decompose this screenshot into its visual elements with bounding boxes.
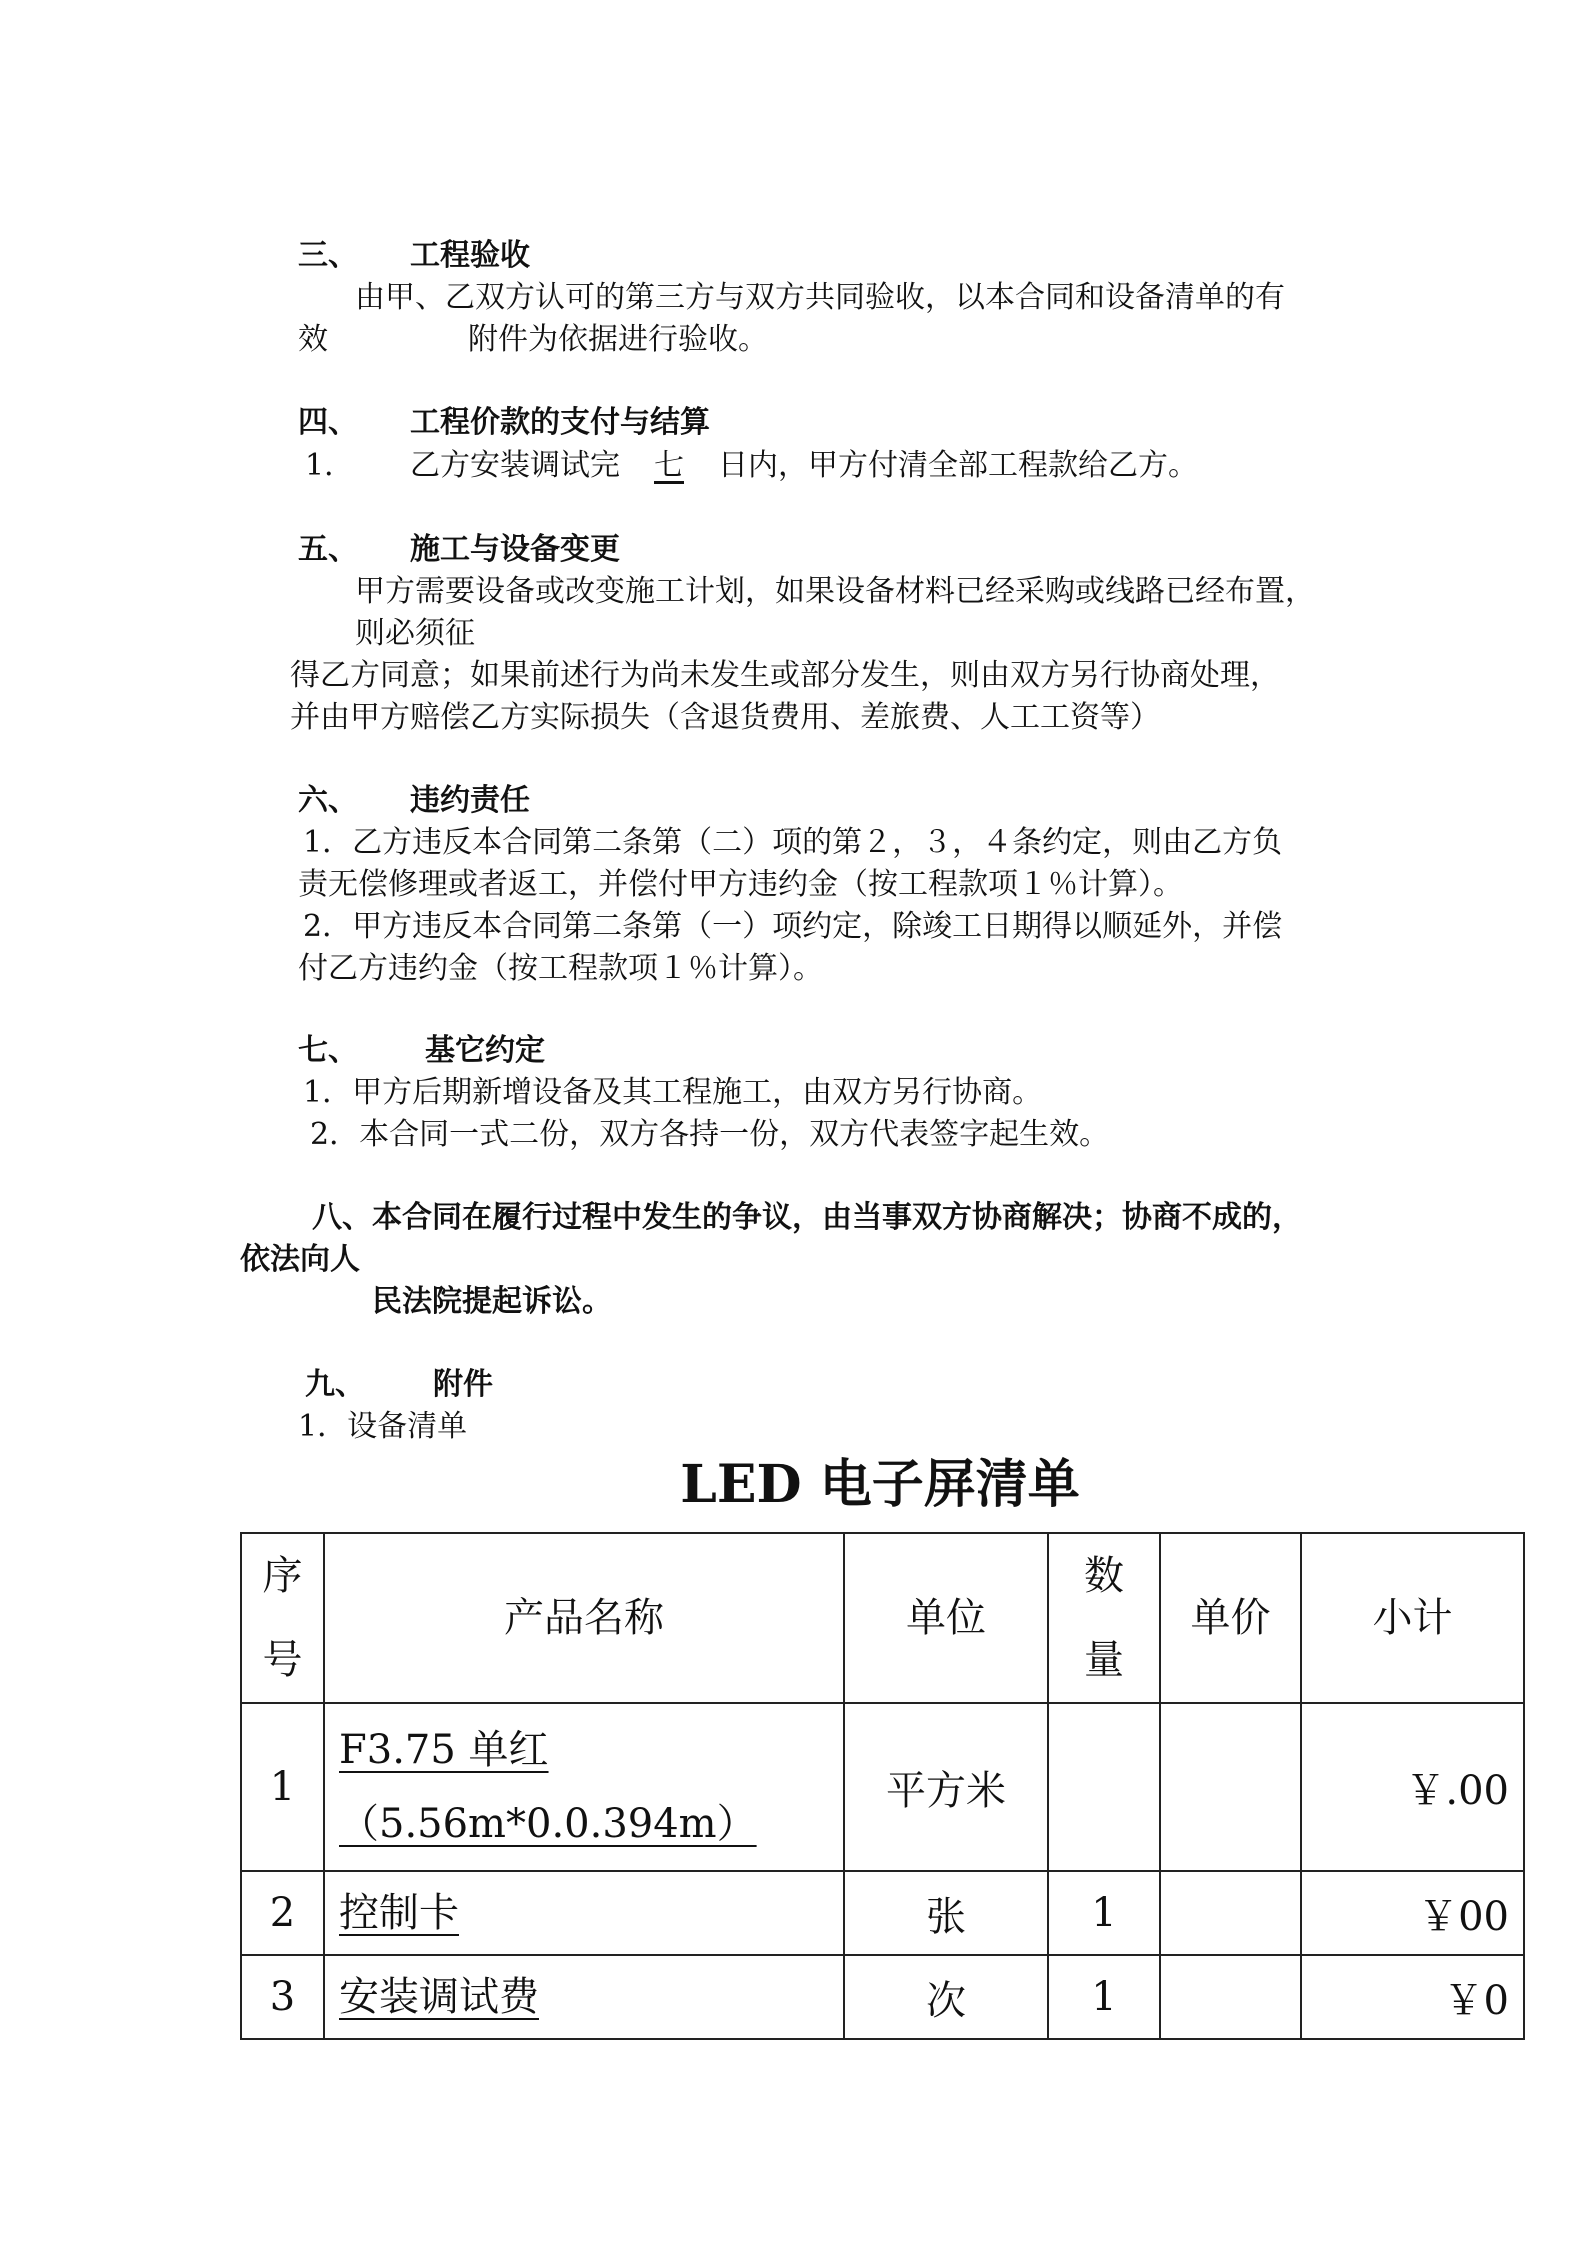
section-5-line-3: 得乙方同意；如果前述行为尚未发生或部分发生，则由双方另行协商处理， bbox=[290, 658, 1280, 693]
section-3-line-2b: 附件为依据进行验收。 bbox=[468, 322, 768, 357]
section-4-item-pre: 乙方安装调试完 bbox=[410, 448, 620, 483]
section-6-line-2: 责无偿修理或者返工，并偿付甲方违约金（按工程款项１％计算）。 bbox=[298, 867, 1183, 902]
section-4-item-text bbox=[410, 448, 1198, 484]
section-5-line-1: 甲方需要设备或改变施工计划，如果设备材料已经采购或线路已经布置， bbox=[355, 574, 1315, 609]
header-quantity: 数 量 bbox=[1048, 1533, 1160, 1703]
row-quantity: 1 bbox=[1048, 1871, 1160, 1955]
list-title: LED 电子屏清单 bbox=[680, 1454, 1080, 1515]
row-product-name: 安装调试费 bbox=[324, 1955, 844, 2039]
section-4-item-post: 日内，甲方付清全部工程款给乙方。 bbox=[718, 448, 1198, 483]
section-7-title: 基它约定 bbox=[425, 1033, 545, 1068]
equipment-table bbox=[240, 1532, 1525, 2040]
row-unit: 次 bbox=[844, 1955, 1048, 2039]
section-7-number: 七、 bbox=[298, 1033, 358, 1068]
row-unit: 平方米 bbox=[844, 1703, 1048, 1871]
product-name-line-1: F3.75 单红 bbox=[339, 1727, 549, 1773]
row-product-name: 控制卡 bbox=[324, 1871, 844, 1955]
section-4-item-number: 1． bbox=[305, 448, 355, 483]
section-3-number: 三、 bbox=[298, 238, 358, 273]
table-row bbox=[241, 1871, 1524, 1955]
section-7-line-2: 2．本合同一式二份，双方各持一份，双方代表签字起生效。 bbox=[310, 1117, 1110, 1152]
header-unit: 单位 bbox=[844, 1533, 1048, 1703]
row-subtotal: ￥0 bbox=[1301, 1955, 1524, 2039]
section-8-line-3: 民法院提起诉讼。 bbox=[372, 1284, 612, 1319]
section-6-line-1: 1．乙方违反本合同第二条第（二）项的第２，３，４条约定，则由乙方负 bbox=[303, 825, 1283, 860]
table-header-row bbox=[241, 1533, 1524, 1703]
section-4-days-value: 七 bbox=[654, 448, 684, 483]
section-5-line-4: 并由甲方赔偿乙方实际损失（含退货费用、差旅费、人工工资等） bbox=[290, 700, 1160, 735]
section-5-line-2: 则必须征 bbox=[355, 616, 475, 651]
section-6-title: 违约责任 bbox=[410, 783, 530, 818]
section-8-line-2: 依法向人 bbox=[240, 1242, 360, 1277]
header-seq: 序 号 bbox=[241, 1533, 324, 1703]
section-7-line-1: 1．甲方后期新增设备及其工程施工，由双方另行协商。 bbox=[303, 1075, 1043, 1110]
section-4-number: 四、 bbox=[298, 405, 358, 440]
row-quantity: 1 bbox=[1048, 1955, 1160, 2039]
section-8-line-1: 八、本合同在履行过程中发生的争议，由当事双方协商解决；协商不成的， bbox=[312, 1200, 1302, 1235]
row-product-name bbox=[324, 1703, 844, 1871]
product-name-line-2: （5.56m*0.0.394m） bbox=[339, 1801, 757, 1847]
row-subtotal: ￥.00 bbox=[1301, 1703, 1524, 1871]
row-subtotal: ￥00 bbox=[1301, 1871, 1524, 1955]
header-product-name: 产品名称 bbox=[324, 1533, 844, 1703]
section-6-number: 六、 bbox=[298, 783, 358, 818]
table-row bbox=[241, 1955, 1524, 2039]
section-4-title: 工程价款的支付与结算 bbox=[410, 405, 710, 440]
section-5-number: 五、 bbox=[298, 532, 358, 567]
section-5-title: 施工与设备变更 bbox=[410, 532, 620, 567]
section-6-line-3: 2．甲方违反本合同第二条第（一）项约定，除竣工日期得以顺延外，并偿 bbox=[303, 909, 1283, 944]
row-unit-price bbox=[1160, 1703, 1301, 1871]
row-seq: 3 bbox=[241, 1955, 324, 2039]
section-3-title: 工程验收 bbox=[410, 238, 530, 273]
row-unit-price bbox=[1160, 1955, 1301, 2039]
row-unit-price bbox=[1160, 1871, 1301, 1955]
header-unit-price: 单价 bbox=[1160, 1533, 1301, 1703]
row-quantity bbox=[1048, 1703, 1160, 1871]
table-row bbox=[241, 1703, 1524, 1871]
section-3-line-2a: 效 bbox=[298, 322, 328, 357]
row-seq: 1 bbox=[241, 1703, 324, 1871]
section-6-line-4: 付乙方违约金（按工程款项１％计算）。 bbox=[298, 951, 823, 986]
row-unit: 张 bbox=[844, 1871, 1048, 1955]
section-9-number: 九、 bbox=[305, 1367, 365, 1402]
row-seq: 2 bbox=[241, 1871, 324, 1955]
section-9-item: 1．设备清单 bbox=[298, 1409, 468, 1444]
header-subtotal: 小计 bbox=[1301, 1533, 1524, 1703]
section-9-title: 附件 bbox=[433, 1367, 493, 1402]
section-3-line-1: 由甲、乙双方认可的第三方与双方共同验收，以本合同和设备清单的有 bbox=[355, 280, 1285, 315]
